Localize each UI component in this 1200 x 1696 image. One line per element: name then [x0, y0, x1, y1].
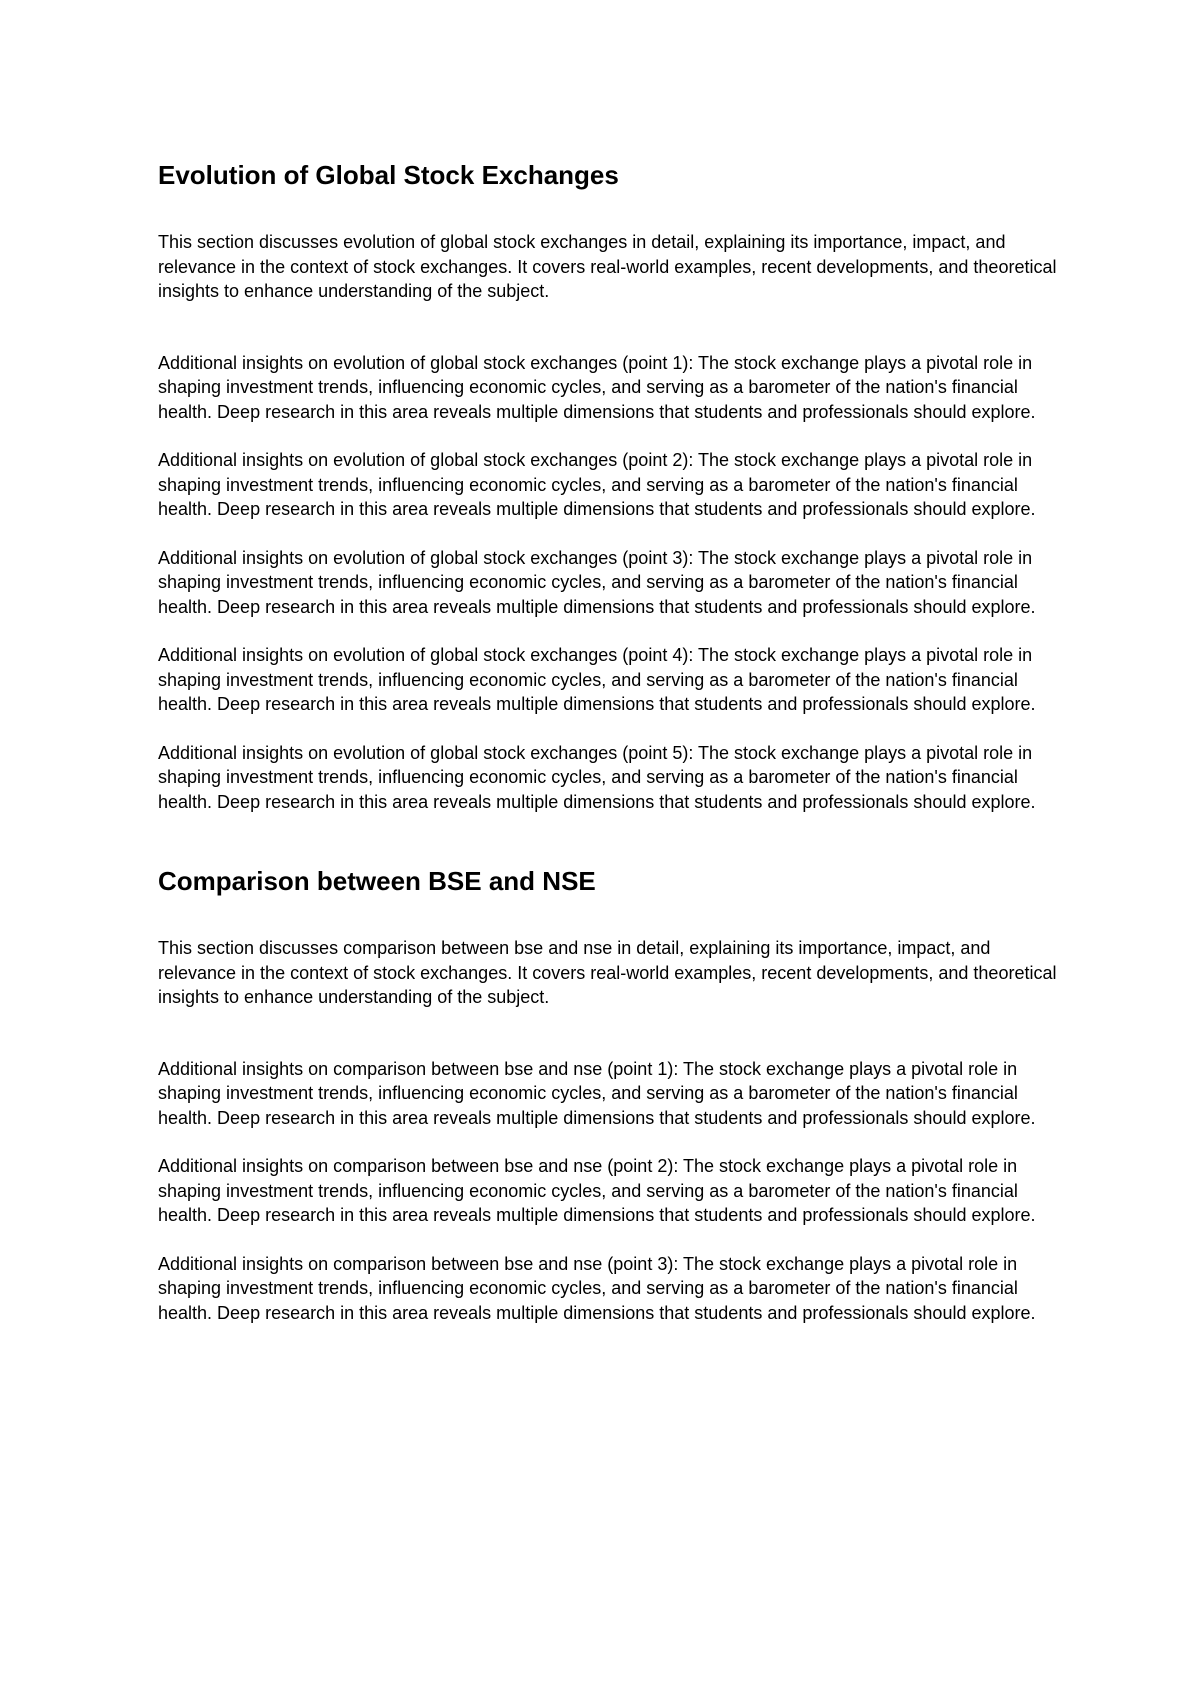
section-heading: Comparison between BSE and NSE [158, 866, 596, 896]
insight-paragraph: Additional insights on evolution of global stock exchanges (point 5): The stock exchange plays a pivotal role in shaping investment trends, influencing economic cycles, and serving as a barometer of the nation's financial health. Deep research in this area reveals multiple dimensions that students and professionals should explore. [158, 742, 1036, 812]
insight-paragraph: Additional insights on evolution of global stock exchanges (point 4): The stock exchange plays a pivotal role in shaping investment trends, influencing economic cycles, and serving as a barometer of the nation's financial health. Deep research in this area reveals multiple dimensions that students and professionals should explore. [158, 645, 1036, 714]
insight-paragraph: Additional insights on evolution of global stock exchanges (point 1): The stock exchange plays a pivotal role in shaping investment trends, influencing economic cycles, and serving as a barometer of the nation's financial health. Deep research in this area reveals multiple dimensions that students and professionals should explore. [158, 352, 1036, 422]
insight-paragraph: Additional insights on comparison between bse and nse (point 3): The stock exchange plays a pivotal role in shaping investment trends, influencing economic cycles, and serving as a barometer of the nation's financial health. Deep research in this area reveals multiple dimensions that students and professionals should explore. [158, 1253, 1036, 1323]
section-heading: Evolution of Global Stock Exchanges [158, 160, 619, 190]
section-evolution [158, 156, 1058, 814]
insight-paragraph: Additional insights on evolution of global stock exchanges (point 3): The stock exchange plays a pivotal role in shaping investment trends, influencing economic cycles, and serving as a barometer of the nation's financial health. Deep research in this area reveals multiple dimensions that students and professionals should explore. [158, 547, 1036, 617]
section-intro: This section discusses evolution of global stock exchanges in detail, explaining its importance, impact, and relevance in the context of stock exchanges. It covers real-world examples, recent developments, and theoretical insights to enhance understanding of the subject. [158, 232, 1057, 301]
section-comparison [158, 862, 1058, 1325]
section-intro: This section discusses comparison between bse and nse in detail, explaining its importance, impact, and relevance in the context of stock exchanges. It covers real-world examples, recent developments, and theoretical insights to enhance understanding of the subject. [158, 938, 1057, 1007]
document-page [158, 156, 1058, 1325]
insight-paragraph: Additional insights on comparison between bse and nse (point 1): The stock exchange plays a pivotal role in shaping investment trends, influencing economic cycles, and serving as a barometer of the nation's financial health. Deep research in this area reveals multiple dimensions that students and professionals should explore. [158, 1058, 1036, 1128]
insight-paragraph: Additional insights on evolution of global stock exchanges (point 2): The stock exchange plays a pivotal role in shaping investment trends, influencing economic cycles, and serving as a barometer of the nation's financial health. Deep research in this area reveals multiple dimensions that students and professionals should explore. [158, 450, 1036, 519]
insight-paragraph: Additional insights on comparison between bse and nse (point 2): The stock exchange plays a pivotal role in shaping investment trends, influencing economic cycles, and serving as a barometer of the nation's financial health. Deep research in this area reveals multiple dimensions that students and professionals should explore. [158, 1156, 1036, 1225]
